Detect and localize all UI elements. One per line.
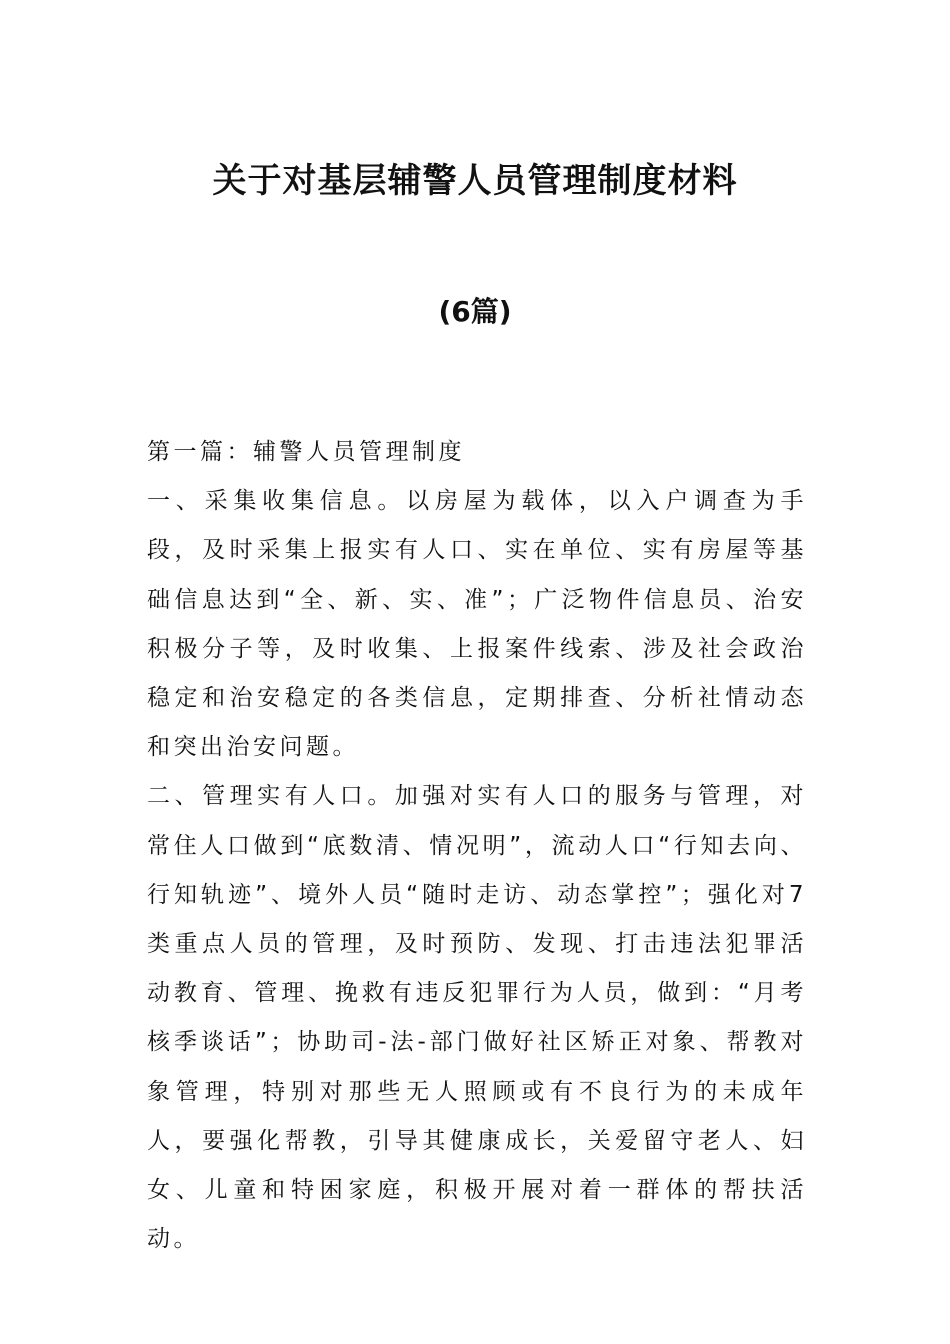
- document-subtitle: (6篇): [438, 295, 512, 328]
- section-heading: 第一篇：辅警人员管理制度: [147, 439, 465, 465]
- document-title: 关于对基层辅警人员管理制度材料: [212, 161, 738, 201]
- body-paragraph: 一、采集收集信息。以房屋为载体，以入户调查为手段，及时采集上报实有人口、实在单位、实有房屋等基础信息达到“全、新、实、准”；广泛物件信息员、治安积极分子等，及时收集、上报案件线索、涉及社会政治稳定和治安稳定的各类信息，定期排查、分析社情动态和突出治安问题。: [147, 488, 807, 761]
- body-paragraph: 二、管理实有人口。加强对实有人口的服务与管理，对常住人口做到“底数清、情况明”，流动人口“行知去向、行知轨迹”、境外人员“随时走访、动态掌控”；强化对7类重点人员的管理，及时预防、发现、打击违法犯罪活动教育、管理、挽救有违反犯罪行为人员，做到：“月考核季谈话”；协助司-法-部门做好社区矫正对象、帮教对象管理，特别对那些无人照顾或有不良行为的未成年人，要强化帮教，引导其健康成长，关爱留守老人、妇女、儿童和特困家庭，积极开展对着一群体的帮扶活动。: [147, 783, 807, 1253]
- document-body: [147, 428, 807, 1264]
